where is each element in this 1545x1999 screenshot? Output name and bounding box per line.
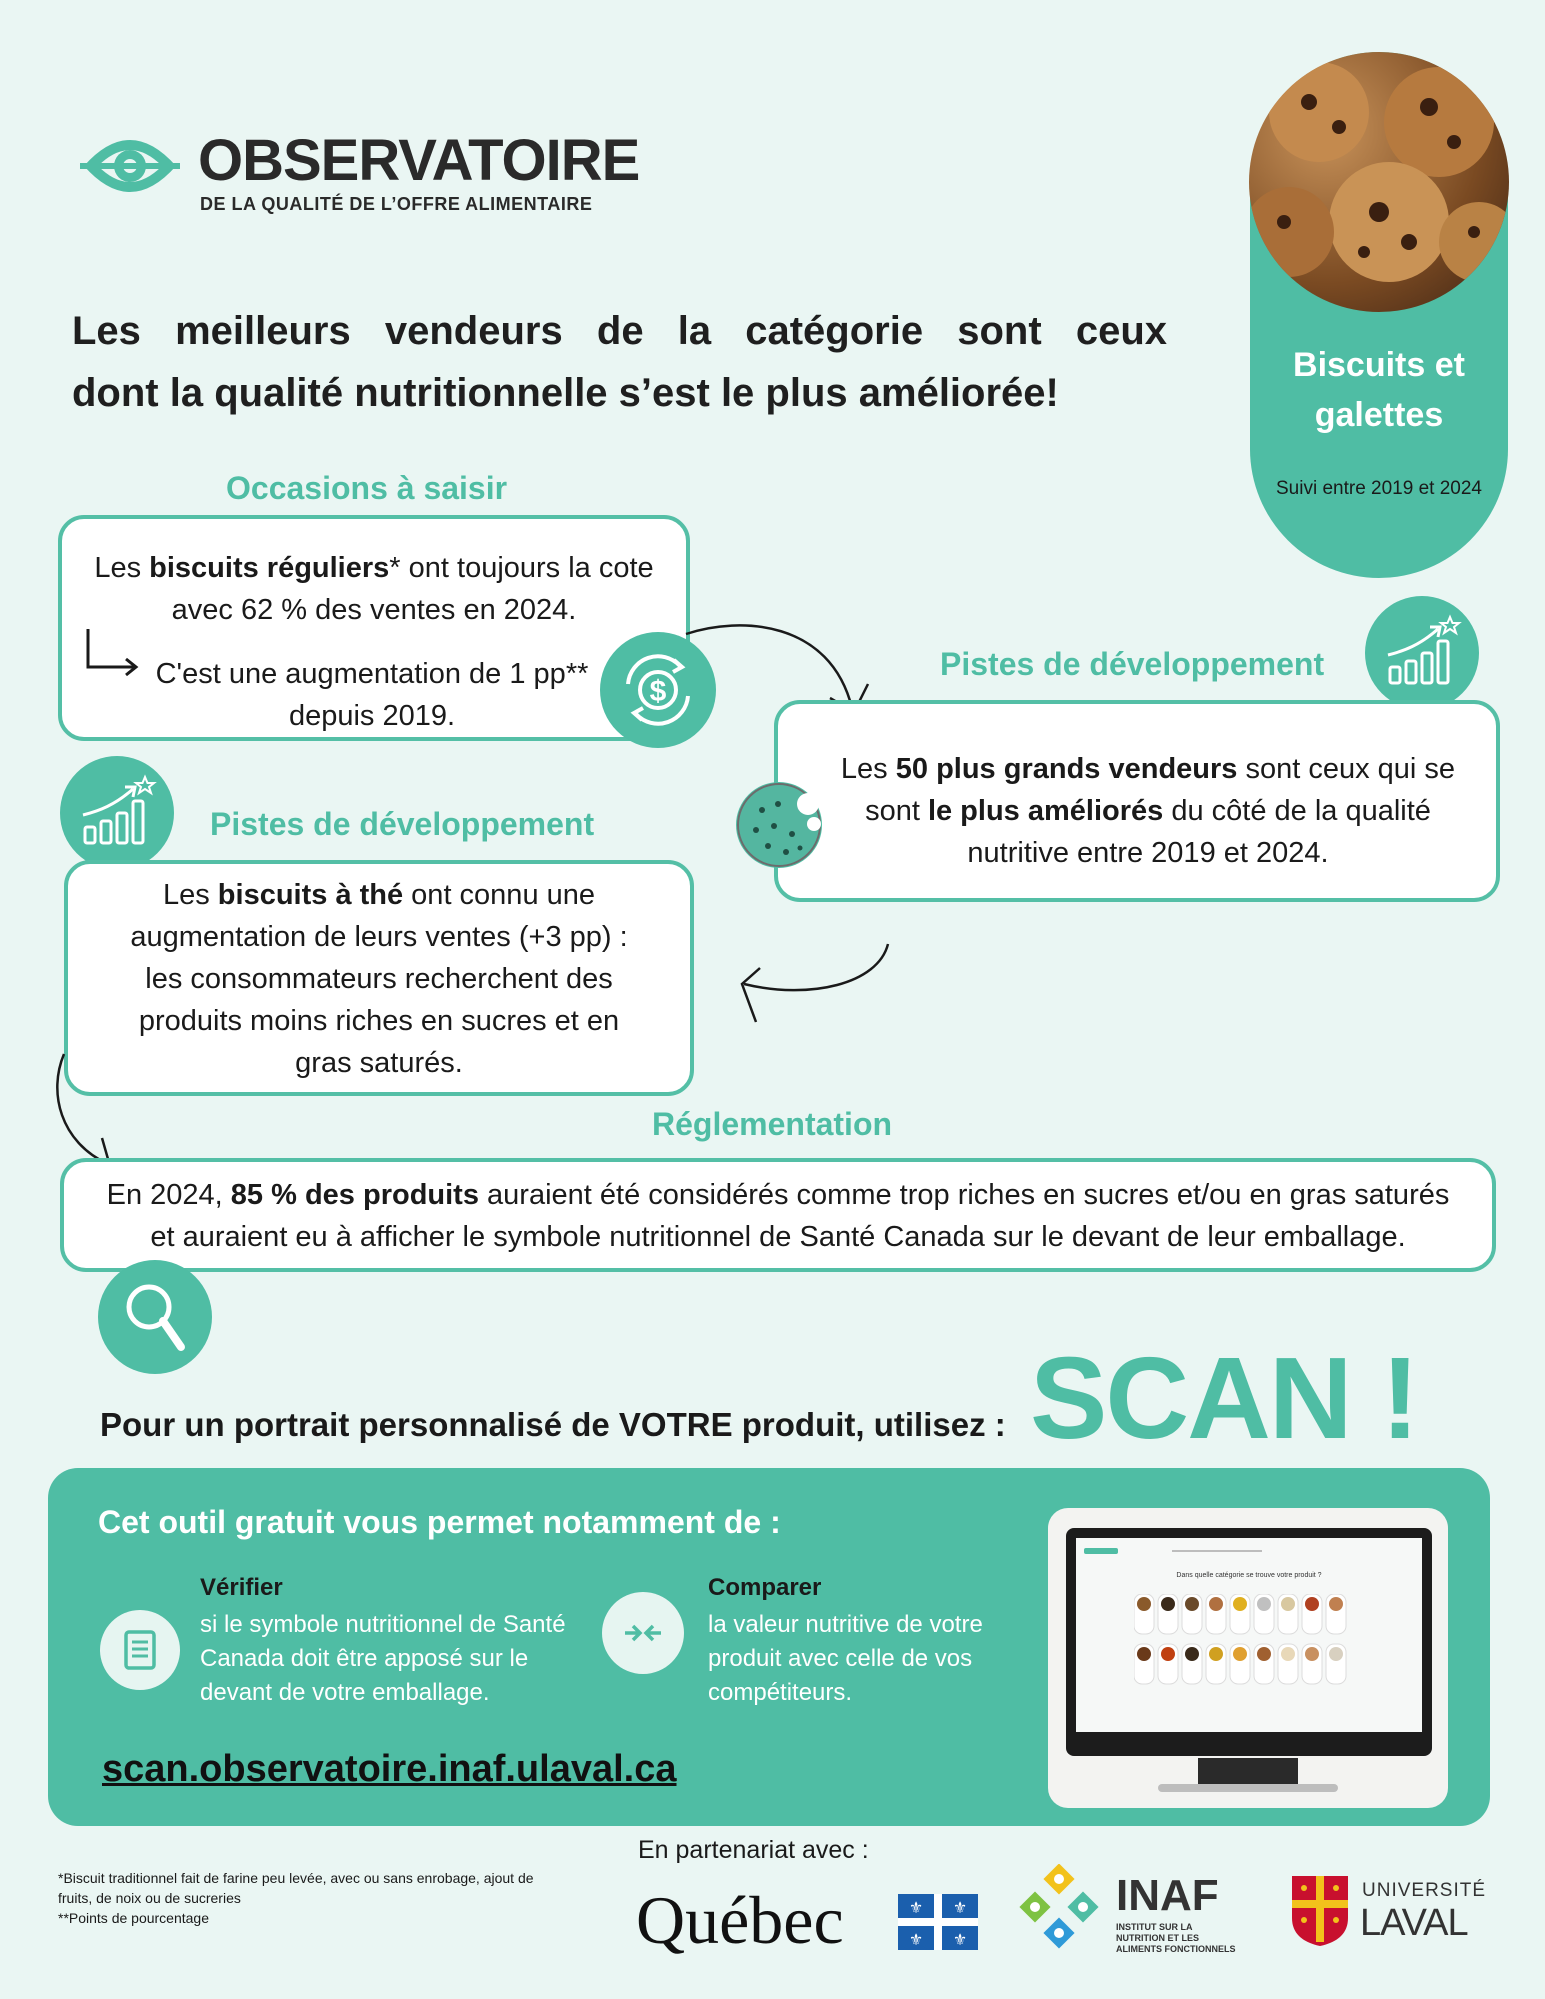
svg-text:⚜: ⚜	[952, 1930, 968, 1949]
inaf-symbol-icon	[1016, 1864, 1104, 1952]
footnote-2: **Points de pourcentage	[58, 1910, 209, 1926]
text: gras saturés.	[295, 1047, 463, 1079]
growth-chart-icon-right	[1365, 596, 1479, 710]
verify-text	[200, 1608, 566, 1710]
headline	[72, 300, 1167, 424]
category-name-line1: Biscuits et	[1293, 346, 1465, 384]
text: sont ceux qui se	[1237, 753, 1456, 785]
text: INSTITUT SUR LA	[1116, 1922, 1193, 1932]
cookie-icon	[736, 782, 822, 868]
text: NUTRITION ET LES	[1116, 1933, 1199, 1943]
pistes-left-text	[68, 874, 690, 1084]
occasions-title: Occasions à saisir	[226, 470, 508, 506]
category-name	[1250, 340, 1508, 440]
quebec-wordmark: Québec	[636, 1882, 844, 1958]
svg-text:⚜: ⚜	[908, 1898, 924, 1917]
monitor-base	[1158, 1784, 1338, 1792]
text-bold: 85 % des produits	[230, 1179, 479, 1211]
pistes-left-title: Pistes de développement	[210, 806, 595, 842]
connector-arrow-3	[50, 1052, 120, 1172]
verify-title: Vérifier	[200, 1574, 283, 1601]
text: avec 62 % des ventes en 2024.	[171, 594, 577, 626]
text: Canada doit être apposé sur le	[200, 1645, 529, 1672]
occasions-p1	[62, 547, 686, 631]
text: si le symbole nutritionnel de Santé	[200, 1611, 566, 1638]
monitor-screen	[1076, 1538, 1422, 1732]
laval-bottom: LAVAL	[1360, 1902, 1468, 1944]
text-bold: le plus améliorés	[927, 795, 1164, 827]
quebec-flag-icon	[898, 1894, 978, 1950]
text: Les	[840, 753, 896, 785]
text-bold: biscuits réguliers	[149, 552, 390, 584]
quebec-logo	[636, 1880, 981, 1960]
footnote-1-cont: fruits, de noix ou de sucreries	[58, 1890, 241, 1906]
text: et auraient eu à afficher le symbole nutritionnel de Santé Canada sur le devant de leur emballage.	[150, 1221, 1406, 1253]
scan-url-link[interactable]: scan.observatoire.inaf.ulaval.ca	[102, 1748, 677, 1790]
scan-word: SCAN !	[1030, 1333, 1418, 1463]
headline-line1: Les meilleurs vendeurs de la catégorie sont ceux	[72, 309, 1167, 353]
category-period: Suivi entre 2019 et 2024	[1276, 478, 1482, 499]
pistes-right-card	[774, 700, 1500, 902]
inaf-wordmark: INAF	[1116, 1871, 1219, 1920]
text: Les	[162, 879, 218, 911]
reglementation-title: Réglementation	[652, 1106, 893, 1142]
text: du côté de la qualité	[1163, 795, 1431, 827]
brand-subtitle: DE LA QUALITÉ DE L’OFFRE ALIMENTAIRE	[200, 194, 593, 214]
text: devant de votre emballage.	[200, 1679, 490, 1706]
occasions-p2	[122, 653, 622, 737]
cookies-photo	[1249, 52, 1509, 312]
inaf-logo	[1016, 1860, 1256, 1970]
observatoire-eye-logo	[80, 126, 180, 206]
text: augmentation de leurs ventes (+3 pp) :	[130, 921, 628, 953]
compare-text	[708, 1608, 983, 1710]
text: ALIMENTS FONCTIONNELS	[1116, 1944, 1236, 1954]
growth-chart-icon-left	[60, 756, 174, 870]
compare-arrows-icon	[602, 1592, 684, 1674]
observatoire-logo	[80, 122, 640, 222]
footnotes	[58, 1868, 534, 1928]
laval-crest	[1290, 1874, 1350, 1948]
inaf-subtitle	[1116, 1922, 1236, 1955]
scan-box	[48, 1468, 1490, 1826]
compare-title: Comparer	[708, 1574, 822, 1601]
occasions-card	[58, 515, 690, 741]
magnifier-icon	[98, 1260, 212, 1374]
scan-box-title: Cet outil gratuit vous permet notamment de :	[98, 1504, 781, 1540]
text: ont connu une	[403, 879, 596, 911]
svg-text:⚜: ⚜	[908, 1930, 924, 1949]
pistes-right-title: Pistes de développement	[940, 646, 1325, 682]
reglementation-text	[64, 1174, 1492, 1258]
text: sont	[865, 795, 928, 827]
text: depuis 2019.	[288, 700, 456, 732]
text: * ont toujours la cote	[389, 552, 654, 584]
text: Les	[94, 552, 150, 584]
screen-progress	[1172, 1550, 1262, 1552]
monitor-screenshot	[1048, 1508, 1448, 1808]
footnote-1: *Biscuit traditionnel fait de farine peu levée, avec ou sans enrobage, ajout de	[58, 1870, 534, 1886]
screen-logo	[1084, 1548, 1118, 1554]
monitor-frame	[1066, 1528, 1432, 1756]
laval-top: UNIVERSITÉ	[1362, 1880, 1487, 1901]
pistes-right-text	[818, 748, 1478, 874]
svg-text:⚜: ⚜	[952, 1898, 968, 1917]
document-icon	[100, 1610, 180, 1690]
text: la valeur nutritive de votre	[708, 1611, 983, 1638]
pistes-left-card	[64, 860, 694, 1096]
category-name-line2: galettes	[1314, 396, 1444, 434]
scan-prompt: Pour un portrait personnalisé de VOTRE produit, utilisez :	[100, 1406, 1006, 1443]
screen-category-grid	[1134, 1594, 1366, 1704]
text: les consommateurs recherchent des	[145, 963, 613, 995]
laval-logo	[1290, 1874, 1490, 1954]
text-bold: biscuits à thé	[217, 879, 404, 911]
text: produits moins riches en sucres et en	[138, 1005, 620, 1037]
text: nutritive entre 2019 et 2024.	[967, 837, 1329, 869]
svg-text:$: $	[649, 675, 667, 708]
partners-label: En partenariat avec :	[638, 1836, 869, 1864]
text: auraient été considérés comme trop riches en sucres et/ou en gras saturés	[478, 1179, 1450, 1211]
text: produit avec celle de vos	[708, 1645, 973, 1672]
brand-title: OBSERVATOIRE	[198, 128, 640, 193]
text: compétiteurs.	[708, 1679, 853, 1706]
connector-arrow-2	[730, 940, 890, 1030]
text: C'est une augmentation de 1 pp**	[155, 658, 589, 690]
reglementation-card	[60, 1158, 1496, 1272]
screen-question: Dans quelle catégorie se trouve votre produit ?	[1176, 1572, 1322, 1579]
text: En 2024,	[106, 1179, 231, 1211]
text-bold: 50 plus grands vendeurs	[895, 753, 1238, 785]
headline-line2: dont la qualité nutritionnelle s’est le plus améliorée!	[72, 371, 1059, 415]
